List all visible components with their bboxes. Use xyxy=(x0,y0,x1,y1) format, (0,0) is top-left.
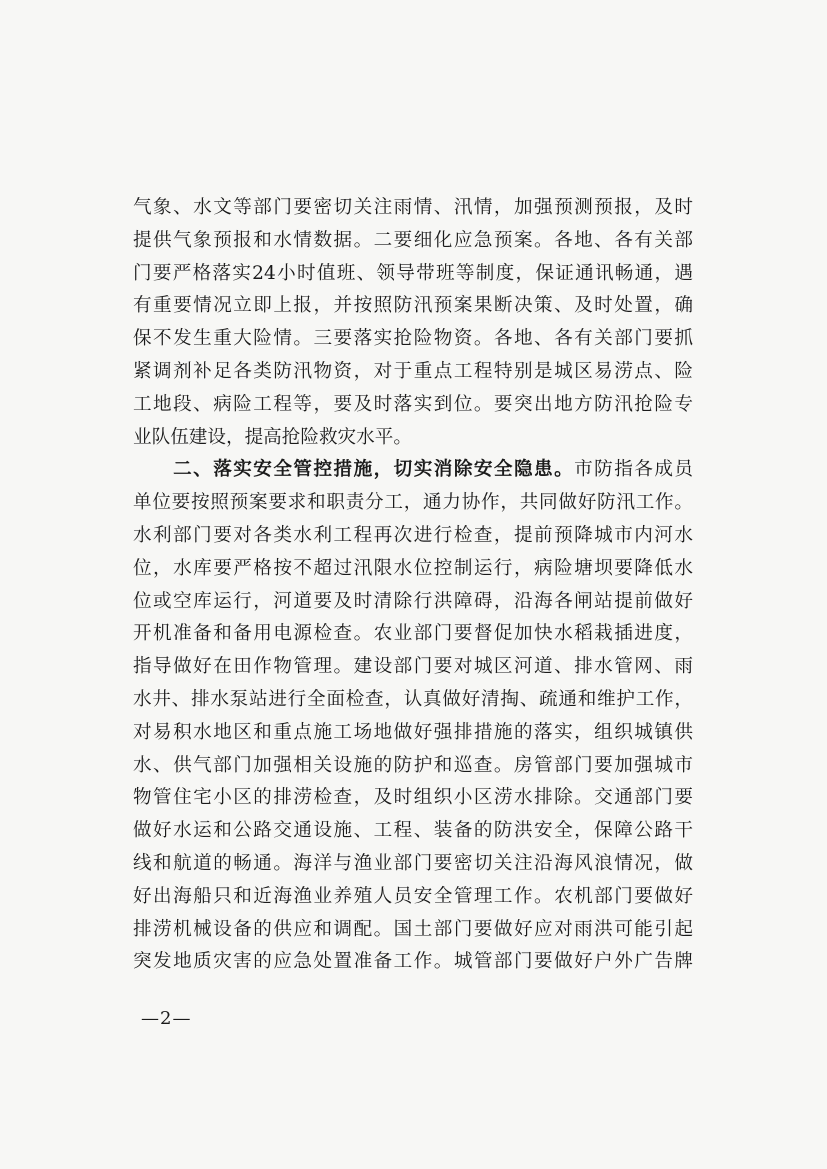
text-line: 有重要情况立即上报，并按照防汛预案果断决策、及时处置，确 xyxy=(133,295,693,317)
text-line: 业队伍建设，提高抢险救灾水平。 xyxy=(133,426,412,448)
text-line: 水利部门要对各类水利工程再次进行检查，提前预降城市内河水 xyxy=(133,524,693,546)
text-line: 好出海船只和近海渔业养殖人员安全管理工作。农机部门要做好 xyxy=(133,885,693,907)
section-heading: 二、落实安全管控措施，切实消除安全隐患。 xyxy=(173,459,575,481)
text-line: 指导做好在田作物管理。建设部门要对城区河道、排水管网、雨 xyxy=(133,656,693,678)
text-line: 物管住宅小区的排涝检查，及时组织小区涝水排除。交通部门要 xyxy=(133,787,693,809)
text-line: 水井、排水泵站进行全面检查，认真做好清掏、疏通和维护工作， xyxy=(133,688,693,710)
text-line: 水、供气部门加强相关设施的防护和巡查。房管部门要加强城市 xyxy=(133,754,693,776)
text-line: 提供气象预报和水情数据。二要细化应急预案。各地、各有关部 xyxy=(133,229,693,251)
text-line: 保不发生重大险情。三要落实抢险物资。各地、各有关部门要抓 xyxy=(133,328,693,350)
text-line: 工地段、病险工程等，要及时落实到位。要突出地方防汛抢险专 xyxy=(133,393,693,415)
text-line: 单位要按照预案要求和职责分工，通力协作，共同做好防汛工作。 xyxy=(133,492,693,514)
text-line: 位，水库要严格按不超过汛限水位控制运行，病险塘坝要降低水 xyxy=(133,557,693,579)
body-text xyxy=(133,192,693,979)
paragraph-2 xyxy=(133,454,693,979)
text-line: 开机准备和备用电源检查。农业部门要督促加快水稻栽插进度， xyxy=(133,623,693,645)
page-number: —2— xyxy=(141,1008,192,1029)
heading-line-rest: 市防指各成员 xyxy=(574,459,693,481)
text-line: 对易积水地区和重点施工场地做好强排措施的落实，组织城镇供 xyxy=(133,721,693,743)
text-line: 排涝机械设备的供应和调配。国土部门要做好应对雨洪可能引起 xyxy=(133,918,693,940)
text-line: 突发地质灾害的应急处置准备工作。城管部门要做好户外广告牌 xyxy=(133,951,693,973)
text-line: 位或空库运行，河道要及时清除行洪障碍，沿海各闸站提前做好 xyxy=(133,590,693,612)
text-line: 气象、水文等部门要密切关注雨情、汛情，加强预测预报，及时 xyxy=(133,197,693,218)
text-line: 紧调剂补足各类防汛物资，对于重点工程特别是城区易涝点、险 xyxy=(133,360,693,382)
heading-line xyxy=(133,454,693,487)
text-line: 做好水运和公路交通设施、工程、装备的防洪安全，保障公路干 xyxy=(133,820,693,842)
text-line: 线和航道的畅通。海洋与渔业部门要密切关注沿海风浪情况，做 xyxy=(133,852,693,874)
text-line: 门要严格落实24小时值班、领导带班等制度，保证通讯畅通，遇 xyxy=(133,262,693,284)
paragraph-1 xyxy=(133,192,693,454)
